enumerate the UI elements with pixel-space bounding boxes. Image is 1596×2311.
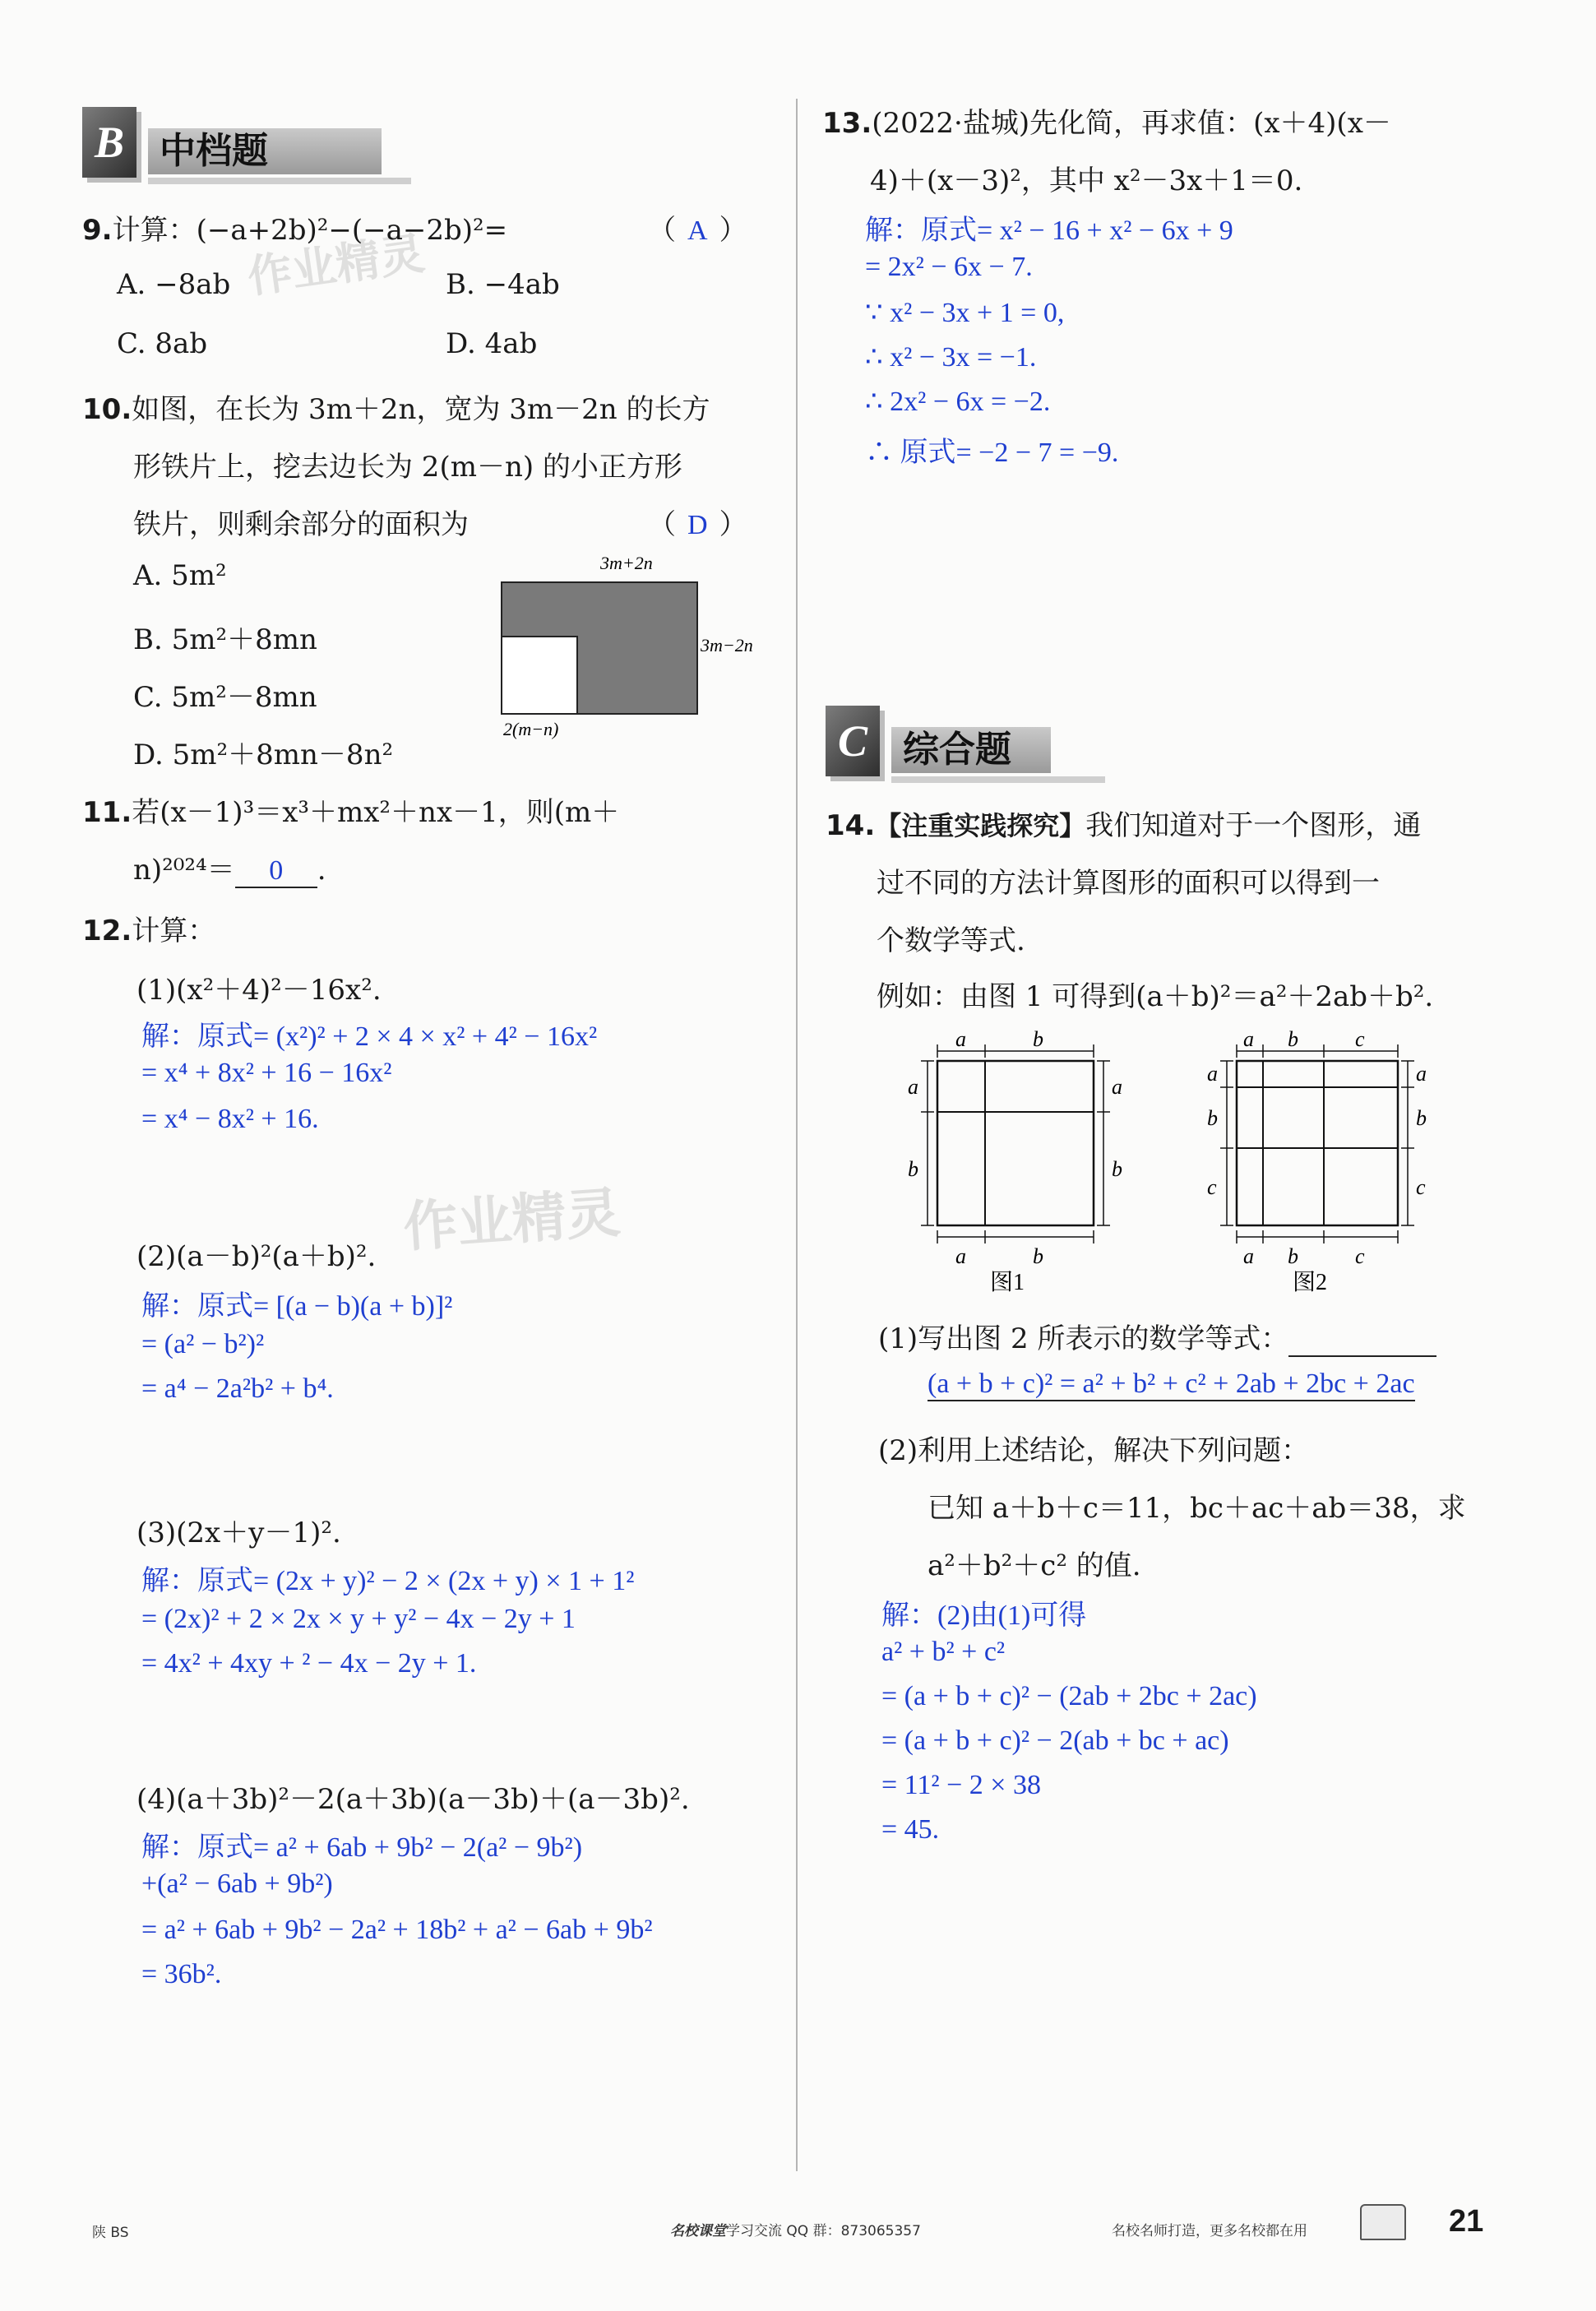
q14-example: 例如：由图 1 可得到(a＋b)²＝a²＋2ab＋b². bbox=[877, 980, 1434, 1013]
section-c-letter: C bbox=[826, 706, 880, 776]
q11-number: 11. bbox=[82, 796, 132, 829]
q12-part1-label: (1)(x²＋4)²－16x². bbox=[136, 974, 382, 1007]
q13-sol-3: ∵ x² − 3x + 1 = 0, bbox=[865, 298, 1065, 328]
watermark: 作业精灵 bbox=[244, 227, 428, 303]
q12-part1-line3: = x⁴ − 8x² + 16. bbox=[141, 1104, 319, 1134]
q9-answer: A bbox=[687, 215, 708, 246]
q14-figure-2 bbox=[1200, 1026, 1439, 1298]
fig2-bottom-c: c bbox=[1355, 1244, 1365, 1268]
q14-number: 14. bbox=[826, 809, 876, 842]
q14-part2-given-2: a²＋b²＋c² 的值. bbox=[928, 1549, 1141, 1582]
q12-part3-line1: 解：原式= (2x + y)² − 2 × (2x + y) × 1 + 1² bbox=[141, 1566, 635, 1596]
footer-right: 名校名师打造，更多名校都在用 bbox=[1112, 2223, 1307, 2239]
q13-sol-1: 解：原式= x² − 16 + x² − 6x + 9 bbox=[865, 215, 1233, 246]
q13-sol-2: = 2x² − 6x − 7. bbox=[865, 252, 1033, 282]
fig2-top-b: b bbox=[1288, 1027, 1298, 1051]
q10-option-b: B. 5m²＋8mn bbox=[133, 623, 317, 656]
q10-line-2: 形铁片上，挖去边长为 2(m－n) 的小正方形 bbox=[133, 451, 682, 484]
q14-sol-6: = 45. bbox=[881, 1814, 940, 1845]
q11-line-2: n)²⁰²⁴＝ 0 . bbox=[133, 854, 326, 887]
q10-figure-right-label: 3m−2n bbox=[701, 635, 753, 655]
q10-figure bbox=[493, 549, 773, 747]
footer-center: 名校课堂学习交流 QQ 群：873065357 bbox=[670, 2223, 921, 2239]
q14-part2-label: (2)利用上述结论，解决下列问题： bbox=[878, 1434, 1310, 1467]
q12-part3-line3: = 4x² + 4xy + ² − 4x − 2y + 1. bbox=[141, 1648, 477, 1679]
q10-option-d: D. 5m²＋8mn－8n² bbox=[133, 739, 394, 771]
q12-part1-line2: = x⁴ + 8x² + 16 − 16x² bbox=[141, 1058, 392, 1088]
fig2-bottom-b: b bbox=[1288, 1244, 1298, 1268]
q14-line-1: 14.【注重实践探究】我们知道对于一个图形，通 bbox=[826, 809, 1422, 842]
section-b-letter: B bbox=[82, 107, 136, 178]
fig2-caption: 图2 bbox=[1293, 1270, 1328, 1295]
q9-stem bbox=[82, 207, 507, 248]
footer-logo-icon bbox=[1360, 2204, 1406, 2240]
q12-part3-line2: = (2x)² + 2 × 2x × y + y² − 4x − 2y + 1 bbox=[141, 1604, 576, 1634]
q14-sol-2: a² + b² + c² bbox=[881, 1637, 1006, 1667]
q9-number: 9. bbox=[82, 214, 113, 247]
q14-sol-4: = (a + b + c)² − 2(ab + bc + ac) bbox=[881, 1725, 1229, 1756]
q13-sol-5: ∴ 2x² − 6x = −2. bbox=[865, 387, 1051, 417]
q9-option-a: A. −8ab bbox=[117, 268, 231, 301]
footer-brand: 名校课堂 bbox=[670, 2223, 726, 2239]
q14-line-2: 过不同的方法计算图形的面积可以得到一 bbox=[877, 867, 1380, 900]
q10-figure-bottom-label: 2(m−n) bbox=[503, 719, 559, 739]
q14-part1-answer: (a + b + c)² = a² + b² + c² + 2ab + 2bc + 2ac bbox=[928, 1369, 1415, 1401]
fig2-right-a: a bbox=[1416, 1062, 1427, 1086]
page-number: 21 bbox=[1449, 2204, 1484, 2239]
q12-part2-label: (2)(a－b)²(a＋b)². bbox=[136, 1240, 377, 1273]
q9-option-c: C. 8ab bbox=[117, 327, 208, 360]
fig2-left-b: b bbox=[1207, 1106, 1218, 1130]
fig1-bottom-b: b bbox=[1033, 1244, 1043, 1268]
q11-answer: 0 bbox=[269, 855, 284, 886]
q13-number: 13. bbox=[822, 107, 872, 140]
fig2-right-b: b bbox=[1416, 1106, 1427, 1130]
q13-sol-6: ∴ 原式= −2 − 7 = −9. bbox=[865, 438, 1119, 468]
fig2-top-a: a bbox=[1243, 1027, 1254, 1051]
q9-text: 计算：(−a+2b)²−(−a−2b)²= bbox=[112, 214, 508, 247]
q14-figure-1 bbox=[904, 1026, 1126, 1298]
q10-small-square bbox=[502, 637, 577, 714]
q14-sol-1: 解：(2)由(1)可得 bbox=[881, 1600, 1087, 1631]
q11-line-1: 11.若(x－1)³＝x³＋mx²＋nx－1，则(m＋ bbox=[82, 796, 620, 829]
q12-part2-line3: = a⁴ − 2a²b² + b⁴. bbox=[141, 1373, 334, 1404]
fig2-left-c: c bbox=[1207, 1175, 1217, 1199]
q12-part4-line3: = a² + 6ab + 9b² − 2a² + 18b² + a² − 6ab + 9b² bbox=[141, 1915, 653, 1945]
fig2-right-c: c bbox=[1416, 1175, 1426, 1199]
q13-line-1: 13.(2022·盐城)先化简，再求值：(x＋4)(x－ bbox=[822, 107, 1391, 140]
q12-part4-label: (4)(a＋3b)²－2(a＋3b)(a－3b)＋(a－3b)². bbox=[136, 1783, 690, 1816]
q10-answer-paren: （ D ） bbox=[648, 508, 747, 541]
q12-part2-line1: 解：原式= [(a − b)(a + b)]² bbox=[141, 1291, 453, 1322]
q14-part2-given-1: 已知 a＋b＋c＝11，bc＋ac＋ab＝38，求 bbox=[928, 1492, 1466, 1525]
fig2-top-c: c bbox=[1355, 1027, 1365, 1051]
q10-answer: D bbox=[687, 510, 708, 540]
q10-option-a: A. 5m² bbox=[133, 559, 227, 592]
q12-number: 12. bbox=[82, 915, 132, 947]
section-b-title: 中档题 bbox=[148, 128, 382, 174]
q9-option-d: D. 4ab bbox=[446, 327, 538, 360]
fig1-top-a: a bbox=[955, 1027, 966, 1051]
q13-sol-4: ∴ x² − 3x = −1. bbox=[865, 342, 1037, 373]
fig1-top-b: b bbox=[1033, 1027, 1043, 1051]
q12-part4-line4: = 36b². bbox=[141, 1959, 222, 1989]
fig2-left-a: a bbox=[1207, 1062, 1218, 1086]
fig2-bottom-a: a bbox=[1243, 1244, 1254, 1268]
fig1-right-a: a bbox=[1112, 1075, 1122, 1099]
q10-option-c: C. 5m²－8mn bbox=[133, 681, 317, 714]
column-divider bbox=[796, 99, 798, 2171]
q12-title: 12.计算： bbox=[82, 915, 216, 947]
q14-sol-5: = 11² − 2 × 38 bbox=[881, 1770, 1041, 1800]
q10-line-3: 铁片，则剩余部分的面积为 bbox=[133, 508, 469, 541]
q12-part3-label: (3)(2x＋y－1)². bbox=[136, 1517, 341, 1549]
q10-figure-top-label: 3m+2n bbox=[600, 553, 653, 573]
section-c-title: 综合题 bbox=[891, 727, 1051, 773]
fig1-caption: 图1 bbox=[990, 1270, 1025, 1295]
q13-line-2: 4)＋(x－3)²，其中 x²－3x＋1＝0. bbox=[870, 164, 1303, 197]
footer-left: 陕 BS bbox=[92, 2225, 129, 2241]
q12-part2-line2: = (a² − b²)² bbox=[141, 1329, 265, 1359]
fig1-bottom-a: a bbox=[955, 1244, 966, 1268]
q12-part4-line2: +(a² − 6ab + 9b²) bbox=[141, 1869, 333, 1899]
fig1-right-b: b bbox=[1112, 1157, 1122, 1181]
q14-line-3: 个数学等式. bbox=[877, 924, 1025, 957]
q14-tag: 【注重实践探究】 bbox=[875, 810, 1086, 841]
q14-sol-3: = (a + b + c)² − (2ab + 2bc + 2ac) bbox=[881, 1681, 1257, 1711]
fig1-left-a: a bbox=[908, 1075, 918, 1099]
q12-part1-line1: 解：原式= (x²)² + 2 × 4 × x² + 4² − 16x² bbox=[141, 1021, 598, 1052]
q14-part1-label: (1)写出图 2 所表示的数学等式： bbox=[878, 1316, 1436, 1357]
watermark: 作业精灵 bbox=[401, 1180, 622, 1260]
q9-answer-paren: （ A ） bbox=[648, 214, 747, 247]
q10-number: 10. bbox=[82, 393, 132, 426]
q12-part4-line1: 解：原式= a² + 6ab + 9b² − 2(a² − 9b²) bbox=[141, 1832, 583, 1863]
fig1-left-b: b bbox=[908, 1157, 918, 1181]
q9-option-b: B. −4ab bbox=[446, 268, 560, 301]
q10-line-1: 10.如图，在长为 3m＋2n，宽为 3m－2n 的长方 bbox=[82, 393, 710, 426]
